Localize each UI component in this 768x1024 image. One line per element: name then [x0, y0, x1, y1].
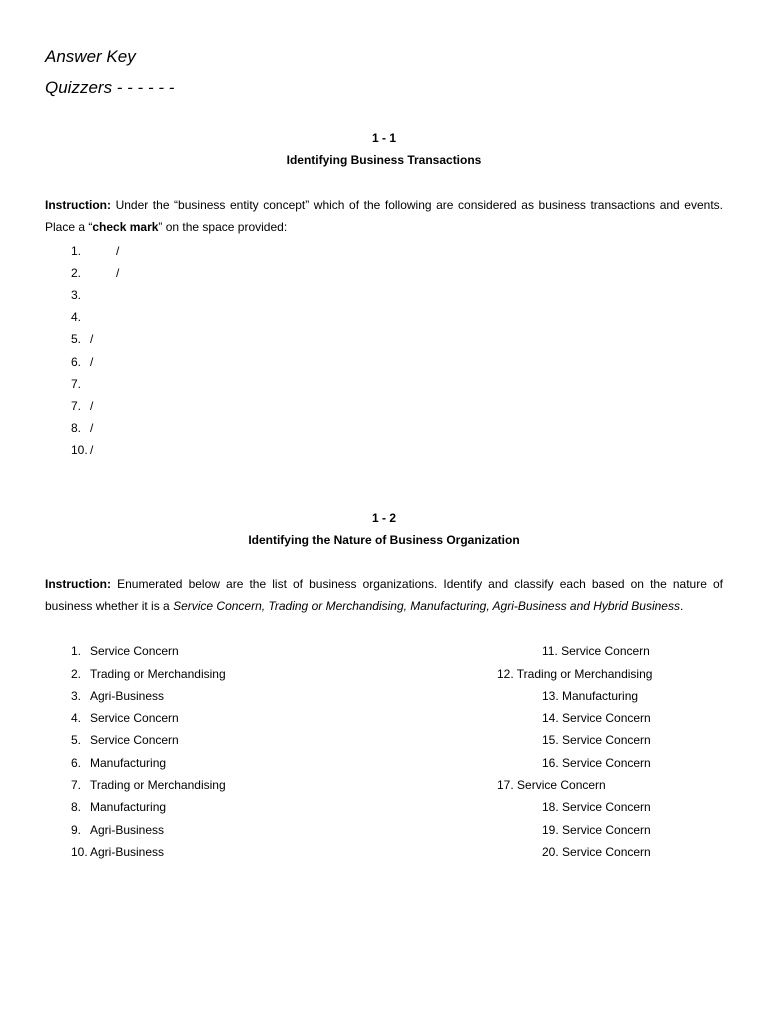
- check-mark: /: [90, 399, 94, 413]
- instruction-text: Under the “business entity concept” which of the following are considered as business transactions and events. Place a “: [45, 198, 723, 234]
- check-mark: /: [90, 332, 94, 346]
- section2-heading: Identifying the Nature of Business Organization: [248, 533, 520, 547]
- list-item: 14. Service Concern: [542, 711, 651, 725]
- list-item: 17. Service Concern: [497, 778, 606, 792]
- check-mark: /: [116, 244, 120, 258]
- instruction-label: Instruction:: [45, 577, 111, 591]
- item-number: 7.: [71, 399, 82, 413]
- item-number: 10.: [71, 443, 88, 457]
- item-number: 1.: [71, 644, 82, 658]
- quizzers-subtitle: Quizzers - - - - - -: [45, 78, 175, 97]
- instruction-text-end: ” on the space provided:: [158, 220, 288, 234]
- list-item: 15. Service Concern: [542, 733, 651, 747]
- item-number: 10.: [71, 845, 88, 859]
- item-answer: Trading or Merchandising: [90, 667, 226, 681]
- instruction-text: Enumerated below are the list of business organizations. Identify and classify each based on the nature of business whether it is a: [45, 577, 723, 613]
- item-answer: Manufacturing: [90, 800, 167, 814]
- instruction-label: Instruction:: [45, 198, 111, 212]
- item-answer: Agri-Business: [90, 689, 165, 703]
- check-mark: /: [90, 421, 94, 435]
- item-number: 7.: [71, 377, 82, 391]
- instruction-emphasis: check mark: [92, 220, 159, 234]
- item-answer: Agri-Business: [90, 845, 165, 859]
- instruction-text-end: .: [679, 599, 684, 613]
- item-number: 6.: [71, 756, 82, 770]
- section2-number: 1 - 2: [371, 511, 396, 525]
- item-number: 3.: [71, 288, 82, 302]
- list-item: 12. Trading or Merchandising: [497, 667, 653, 681]
- item-answer: Agri-Business: [90, 823, 165, 837]
- list-item: 16. Service Concern: [542, 756, 651, 770]
- list-item: 11. Service Concern: [542, 644, 650, 658]
- item-number: 8.: [71, 800, 82, 814]
- item-number: 9.: [71, 823, 82, 837]
- item-number: 7.: [71, 778, 82, 792]
- item-answer: Manufacturing: [90, 756, 167, 770]
- item-answer: Trading or Merchandising: [90, 778, 226, 792]
- item-number: 2.: [71, 266, 82, 280]
- item-number: 5.: [71, 332, 82, 346]
- section1-heading: Identifying Business Transactions: [286, 153, 482, 167]
- item-number: 3.: [71, 689, 82, 703]
- item-number: 8.: [71, 421, 82, 435]
- item-number: 4.: [71, 711, 82, 725]
- item-number: 5.: [71, 733, 82, 747]
- item-answer: Service Concern: [90, 733, 179, 747]
- item-answer: Service Concern: [90, 644, 179, 658]
- check-mark: /: [90, 355, 94, 369]
- section2-instruction: [45, 573, 723, 617]
- item-number: 4.: [71, 310, 82, 324]
- answer-key-title: Answer Key: [45, 47, 136, 66]
- item-number: 2.: [71, 667, 82, 681]
- list-item: 19. Service Concern: [542, 823, 651, 837]
- section1-instruction: [45, 194, 723, 238]
- item-answer: Service Concern: [90, 711, 179, 725]
- section1-number: 1 - 1: [371, 131, 396, 145]
- check-mark: /: [90, 443, 94, 457]
- item-number: 6.: [71, 355, 82, 369]
- instruction-categories: Service Concern, Trading or Merchandising, Manufacturing, Agri-Business and Hybrid Business: [173, 599, 680, 613]
- list-item: 18. Service Concern: [542, 800, 651, 814]
- item-number: 1.: [71, 244, 82, 258]
- list-item: 13. Manufacturing: [542, 689, 639, 703]
- list-item: 20. Service Concern: [542, 845, 651, 859]
- check-mark: /: [116, 266, 120, 280]
